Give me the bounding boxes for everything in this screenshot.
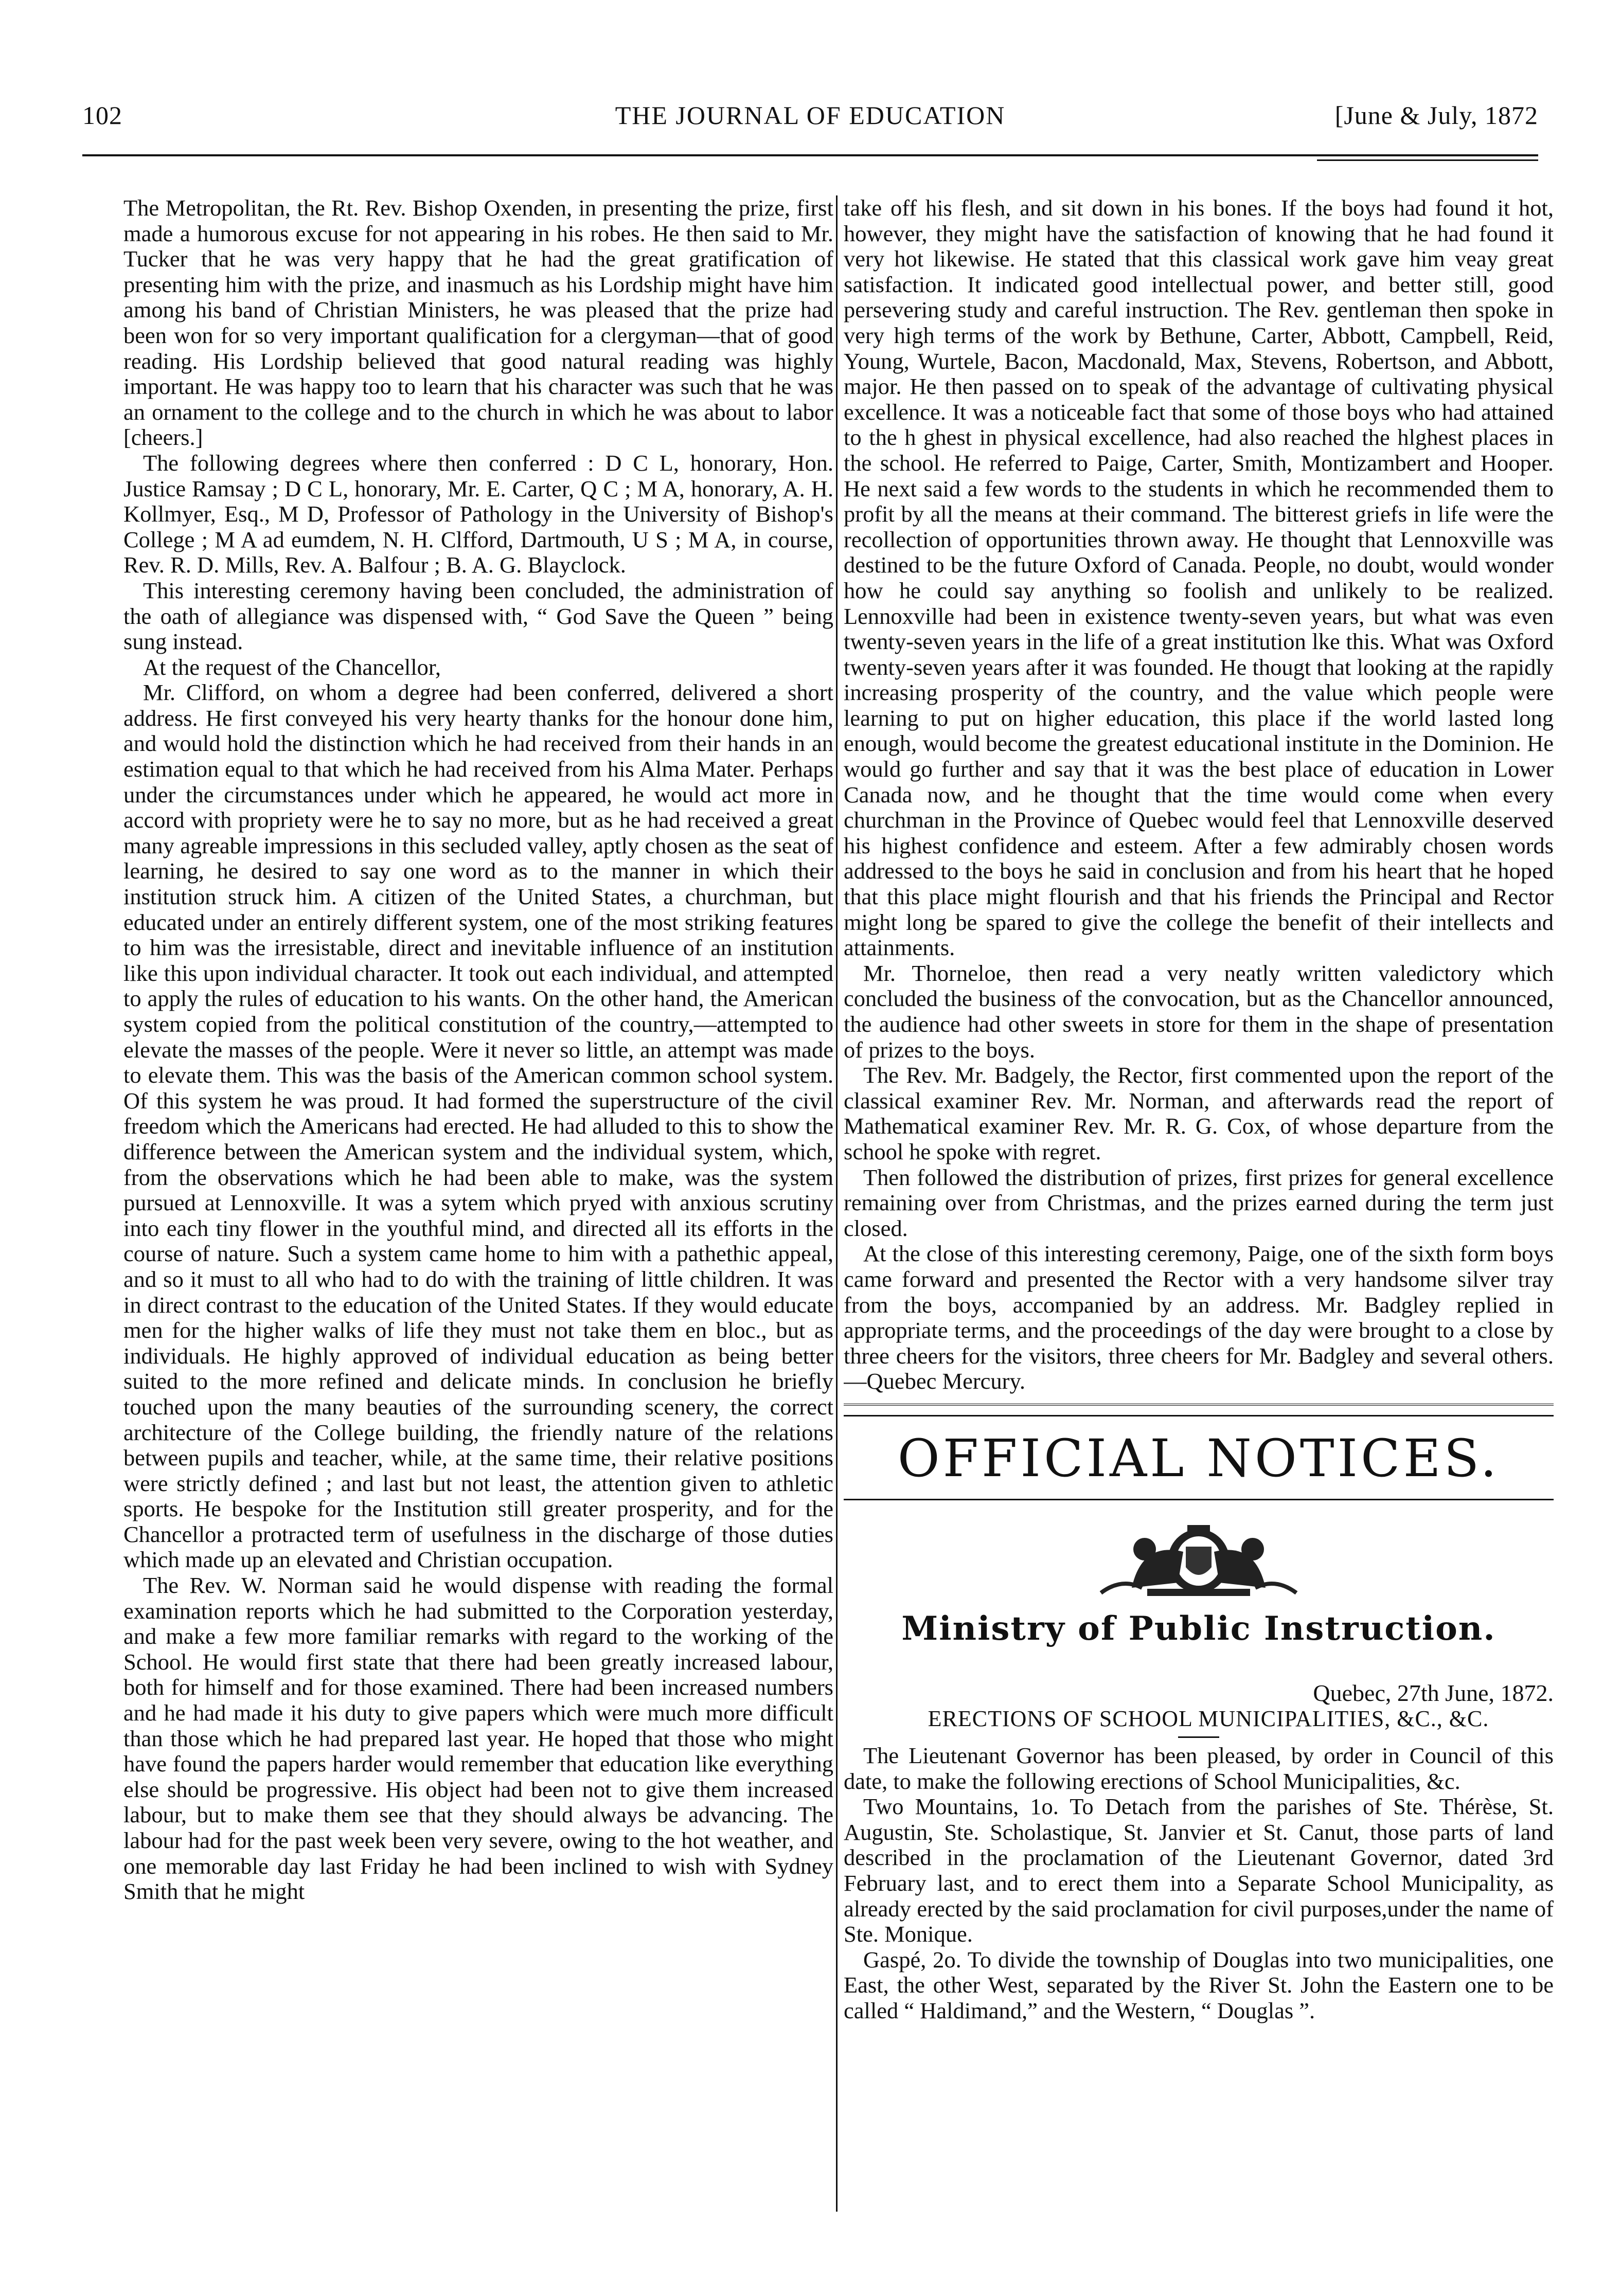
- paragraph: take off his flesh, and sit down in his bones. If the boys had found it hot, however, they might have the satisfaction of knowing that he had found it very hot likewise. He stated that this classical work gave him veay great satisfaction. It indicated good intellectual power, and better still, good persevering study and careful instruction. The Rev. gentleman then spoke in very high terms of the work by Bethune, Carter, Abbott, Campbell, Reid, Young, Wurtele, Bacon, Macdonald, Max, Stevens, Robertson, and Abbott, major. He then passed on to speak of the advantage of cultivating physical excellence. It was a noticeable fact that some of those boys who had attained to the h ghest in physical excellence, had also reached the hlghest places in the school. He referred to Paige, Carter, Smith, Montizambert and Hooper. He next said a few words to the students in which he recommended them to profit by all the means at their command. The bitterest griefs in life were the recollection of opportunities thrown away. He thought that Lennoxville was destined to be the future Oxford of Canada. People, no doubt, would wonder how he could say anything so foolish and unlikely to be realized. Lennoxville had been in existence twenty-seven years, but what was even twenty-seven years in the life of a great institution lke this. What was Oxford twenty-seven years after it was founded. He thougt that looking at the rapidly increasing prosperity of the country, and the value which people were learning to put on higher education, this place if the world lasted long enough, would become the greatest educational institute in the Dominion. He would go further and say that it was the best place of education in Lower Canada now, and he thought that the time would come when every churchman in the Province of Quebec would feel that Lennoxville deserved his highest confidence and esteem. After a few admirably chosen words addressed to the boys he said in conclusion and from his heart that he hoped that this place might flourish and that his friends the Principal and Rector might long be spared to give the college the benefit of their intellects and attainments.: [844, 195, 1554, 961]
- paragraph: The Rev. Mr. Badgely, the Rector, first commented upon the report of the classical examiner Rev. Mr. Norman, and afterwards read the report of Mathematical examiner Rev. Mr. R. G. Cox, of whose departure from the school he spoke with regret.: [844, 1062, 1554, 1164]
- section-divider: [844, 1404, 1554, 1416]
- paragraph: The following degrees where then conferred : D C L, honorary, Hon. Justice Ramsay ; D C L, honorary, Mr. E. Carter, Q C ; M A, honorary, A. H. Kollmyer, Esq., M D, Professor of Pathology in the University of Bishop's College ; M A ad eumdem, N. H. Clfford, Dartmouth, U S ; M A, in course, Rev. R. D. Mills, Rev. A. Balfour ; B. A. G. Blayclock.: [123, 450, 833, 578]
- royal-coat-of-arms-icon: [1070, 1521, 1327, 1598]
- paragraph: At the close of this interesting ceremony, Paige, one of the sixth form boys came forward and presented the Rector with a very handsome silver tray from the boys, accompanied by an address. Mr. Badgley replied in appropriate terms, and the proceedings of the day were brought to a close by three cheers for the visitors, three cheers for Mr. Badgley and several others.—Quebec Mercury.: [844, 1241, 1554, 1394]
- paragraph: The Metropolitan, the Rt. Rev. Bishop Oxenden, in presenting the prize, first made a humorous excuse for not appearing in his robes. He then said to Mr. Tucker that he was very happy that he had the great gratification of presenting him with the prize, and inasmuch as his Lordship might have him among his band of Christian Ministers, he was pleased that the prize had been won for so very important qualification for a clergyman—that of good reading. His Lordship believed that good natural reading was highly important. He was happy too to learn that his character was such that he was an ornament to the college and to the church in which he was about to labor [cheers.]: [123, 195, 833, 451]
- paragraph: Mr. Thorneloe, then read a very neatly written valedictory which concluded the business of the convocation, but as the Chancellor announced, the audience had other sweets in store for them in the shape of presentation of prizes to the boys.: [844, 960, 1554, 1063]
- ministry-heading: Ministry of Public Instruction.: [901, 1609, 1496, 1648]
- page-header: [82, 100, 1538, 141]
- notice-heading: ERECTIONS OF SCHOOL MUNICIPALITIES, &C., &C.: [928, 1706, 1489, 1731]
- issue-date: [June & July, 1872: [1334, 101, 1538, 130]
- journal-title: THE JOURNAL OF EDUCATION: [615, 101, 1006, 130]
- paragraph: Then followed the distribution of prizes, first prizes for general excellence remaining over from Christmas, and the prizes earned during the term just closed.: [844, 1164, 1554, 1241]
- heading-rule: [1178, 1736, 1219, 1738]
- header-rule: [82, 154, 1538, 156]
- paragraph: This interesting ceremony having been concluded, the administration of the oath of allegiance was dispensed with, “ God Save the Queen ” being sung instead.: [123, 577, 833, 655]
- notice-paragraph: Gaspé, 2o. To divide the township of Douglas into two municipalities, one East, the other West, separated by the River St. John the Eastern one to be called “ Haldimand,” and the Western, “ Douglas ”.: [844, 1946, 1554, 2024]
- official-notices-title: OFFICIAL NOTICES.: [897, 1428, 1500, 1488]
- paragraph: At the request of the Chancellor,: [143, 654, 441, 680]
- column-divider: [836, 195, 838, 2212]
- page-number: 102: [82, 101, 122, 130]
- notice-paragraph: The Lieutenant Governor has been pleased, by order in Council of this date, to make the following erections of School Municipalities, &c.: [844, 1743, 1554, 1794]
- paragraph: Mr. Clifford, on whom a degree had been conferred, delivered a short address. He first conveyed his very hearty thanks for the honour done him, and would hold the distinction which he had received from their hands in an estimation equal to that which he had received from his Alma Mater. Perhaps under the circumstances under which he appeared, he would act more in accord with propriety were he to say no more, but as he had received a great many agreable impressions in this secluded valley, aptly chosen as the seat of learning, he desired to say one word as to the manner in which their institution struck him. A citizen of the United States, a churchman, but educated under an entirely different system, one of the most striking features to him was the irresistable, direct and inevitable influence of an institution like this upon individual character. It took out each individual, and attempted to apply the rules of education to his wants. On the other hand, the American system copied from the political constitution of the country,—attempted to elevate the masses of the people. Were it never so little, an attempt was made to elevate them. This was the basis of the American common school system. Of this system he was proud. It had formed the superstructure of the civil freedom which the Americans had erected. He had alluded to this to show the difference between the American system and the individual system, which, from the observations which he had been able to make, was the system pursued at Lennoxville. It was a sytem which pryed with anxious scrutiny into each tiny flower in the youthful mind, and directed all its efforts in the course of nature. Such a system came home to him with a pathethic appeal, and so it must to all who had to do with the training of little children. It was in direct contrast to the education of the United States. If they would educate men for the higher walks of life they must not take them en bloc., but as individuals. He highly approved of individual education as being better suited to the more refined and delicate minds. In conclusion he briefly touched upon the many beauties of the surrounding scenery, the correct architecture of the College building, the friendly nature of the relations between pupils and teacher, while, at the same time, their relative positions were strictly defined ; and last but not least, the attention given to athletic sports. He bespoke for the Institution still greater prosperity, and for the Chancellor a protracted term of usefulness in the discharge of those duties which made up an elevated and Christian occupation.: [123, 679, 833, 1573]
- notice-paragraph: Two Mountains, 1o. To Detach from the parishes of Ste. Thérèse, St. Augustin, Ste. Scholastique, St. Janvier et St. Canut, those parts of land described in the proclamation of the Lieutenant Governor, dated 3rd February last, and to erect them into a Separate School Municipality, as already erected by the said proclamation for civil purposes,under the name of Ste. Monique.: [844, 1793, 1554, 1947]
- header-rule-flourish: [1317, 159, 1538, 161]
- right-column: [844, 195, 1554, 2201]
- left-column: [123, 195, 833, 2201]
- paragraph: The Rev. W. Norman said he would dispense with reading the formal examination reports which he had submitted to the Corporation yesterday, and make a few more familiar remarks with regard to the working of the School. He would first state that there had been greatly increased labour, both for himself and for those examined. There had been increased numbers and he had made it his duty to give papers which were much more difficult than those which he had prepared last year. He hoped that those who might have found the papers harder would remember that education like everything else should be progressive. His object had been not to give them increased labour, but to make them see that they should always be advancing. The labour had for the past week been very severe, owing to the hot weather, and one memorable day last Friday he had been inclined to wish with Sydney Smith that he might: [123, 1572, 833, 1905]
- title-underline: [844, 1496, 1554, 1500]
- dateline: Quebec, 27th June, 1872.: [1313, 1679, 1554, 1706]
